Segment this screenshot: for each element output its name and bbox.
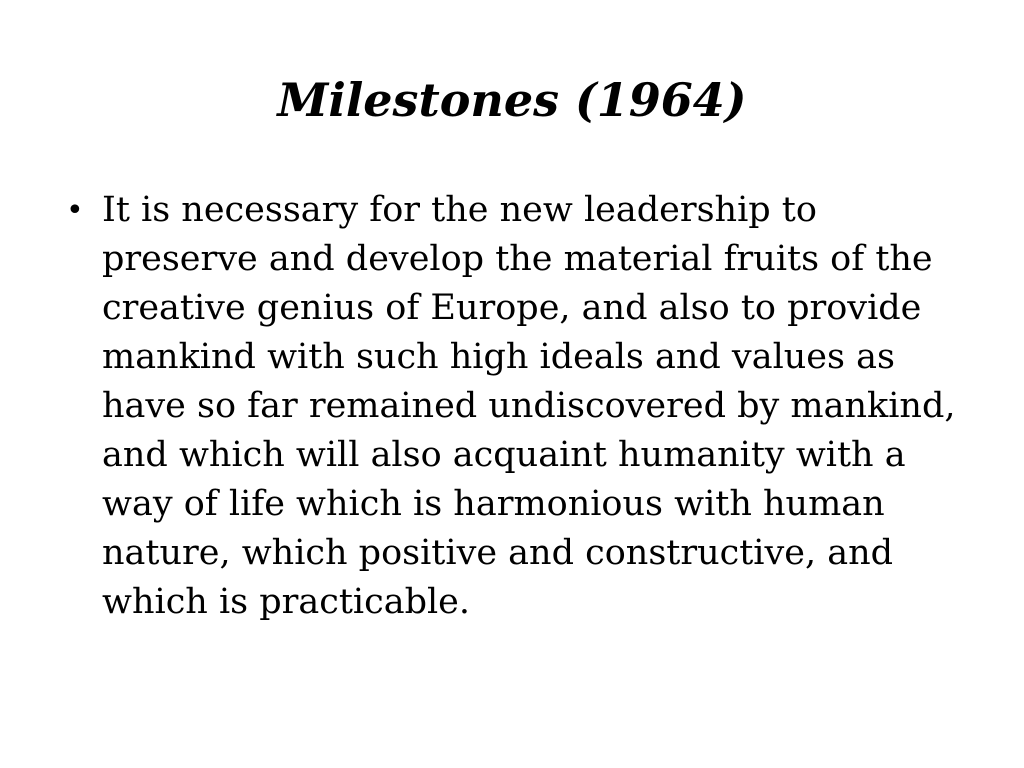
bullet-text: It is necessary for the new leadership to preserve and develop the material fruits of the creative genius of Europe, and also to provide mankind with such high ideals and values as have so far remained undiscovered by mankind, and which will also acquaint humanity with a way of life which is harmonious with human nature, which positive and constructive, and which is practicable.	[102, 190, 956, 622]
bullet-marker: •	[66, 193, 84, 228]
slide-title: Milestones (1964)	[277, 73, 747, 127]
bullet-item	[60, 186, 960, 627]
bullet-list	[60, 186, 960, 627]
